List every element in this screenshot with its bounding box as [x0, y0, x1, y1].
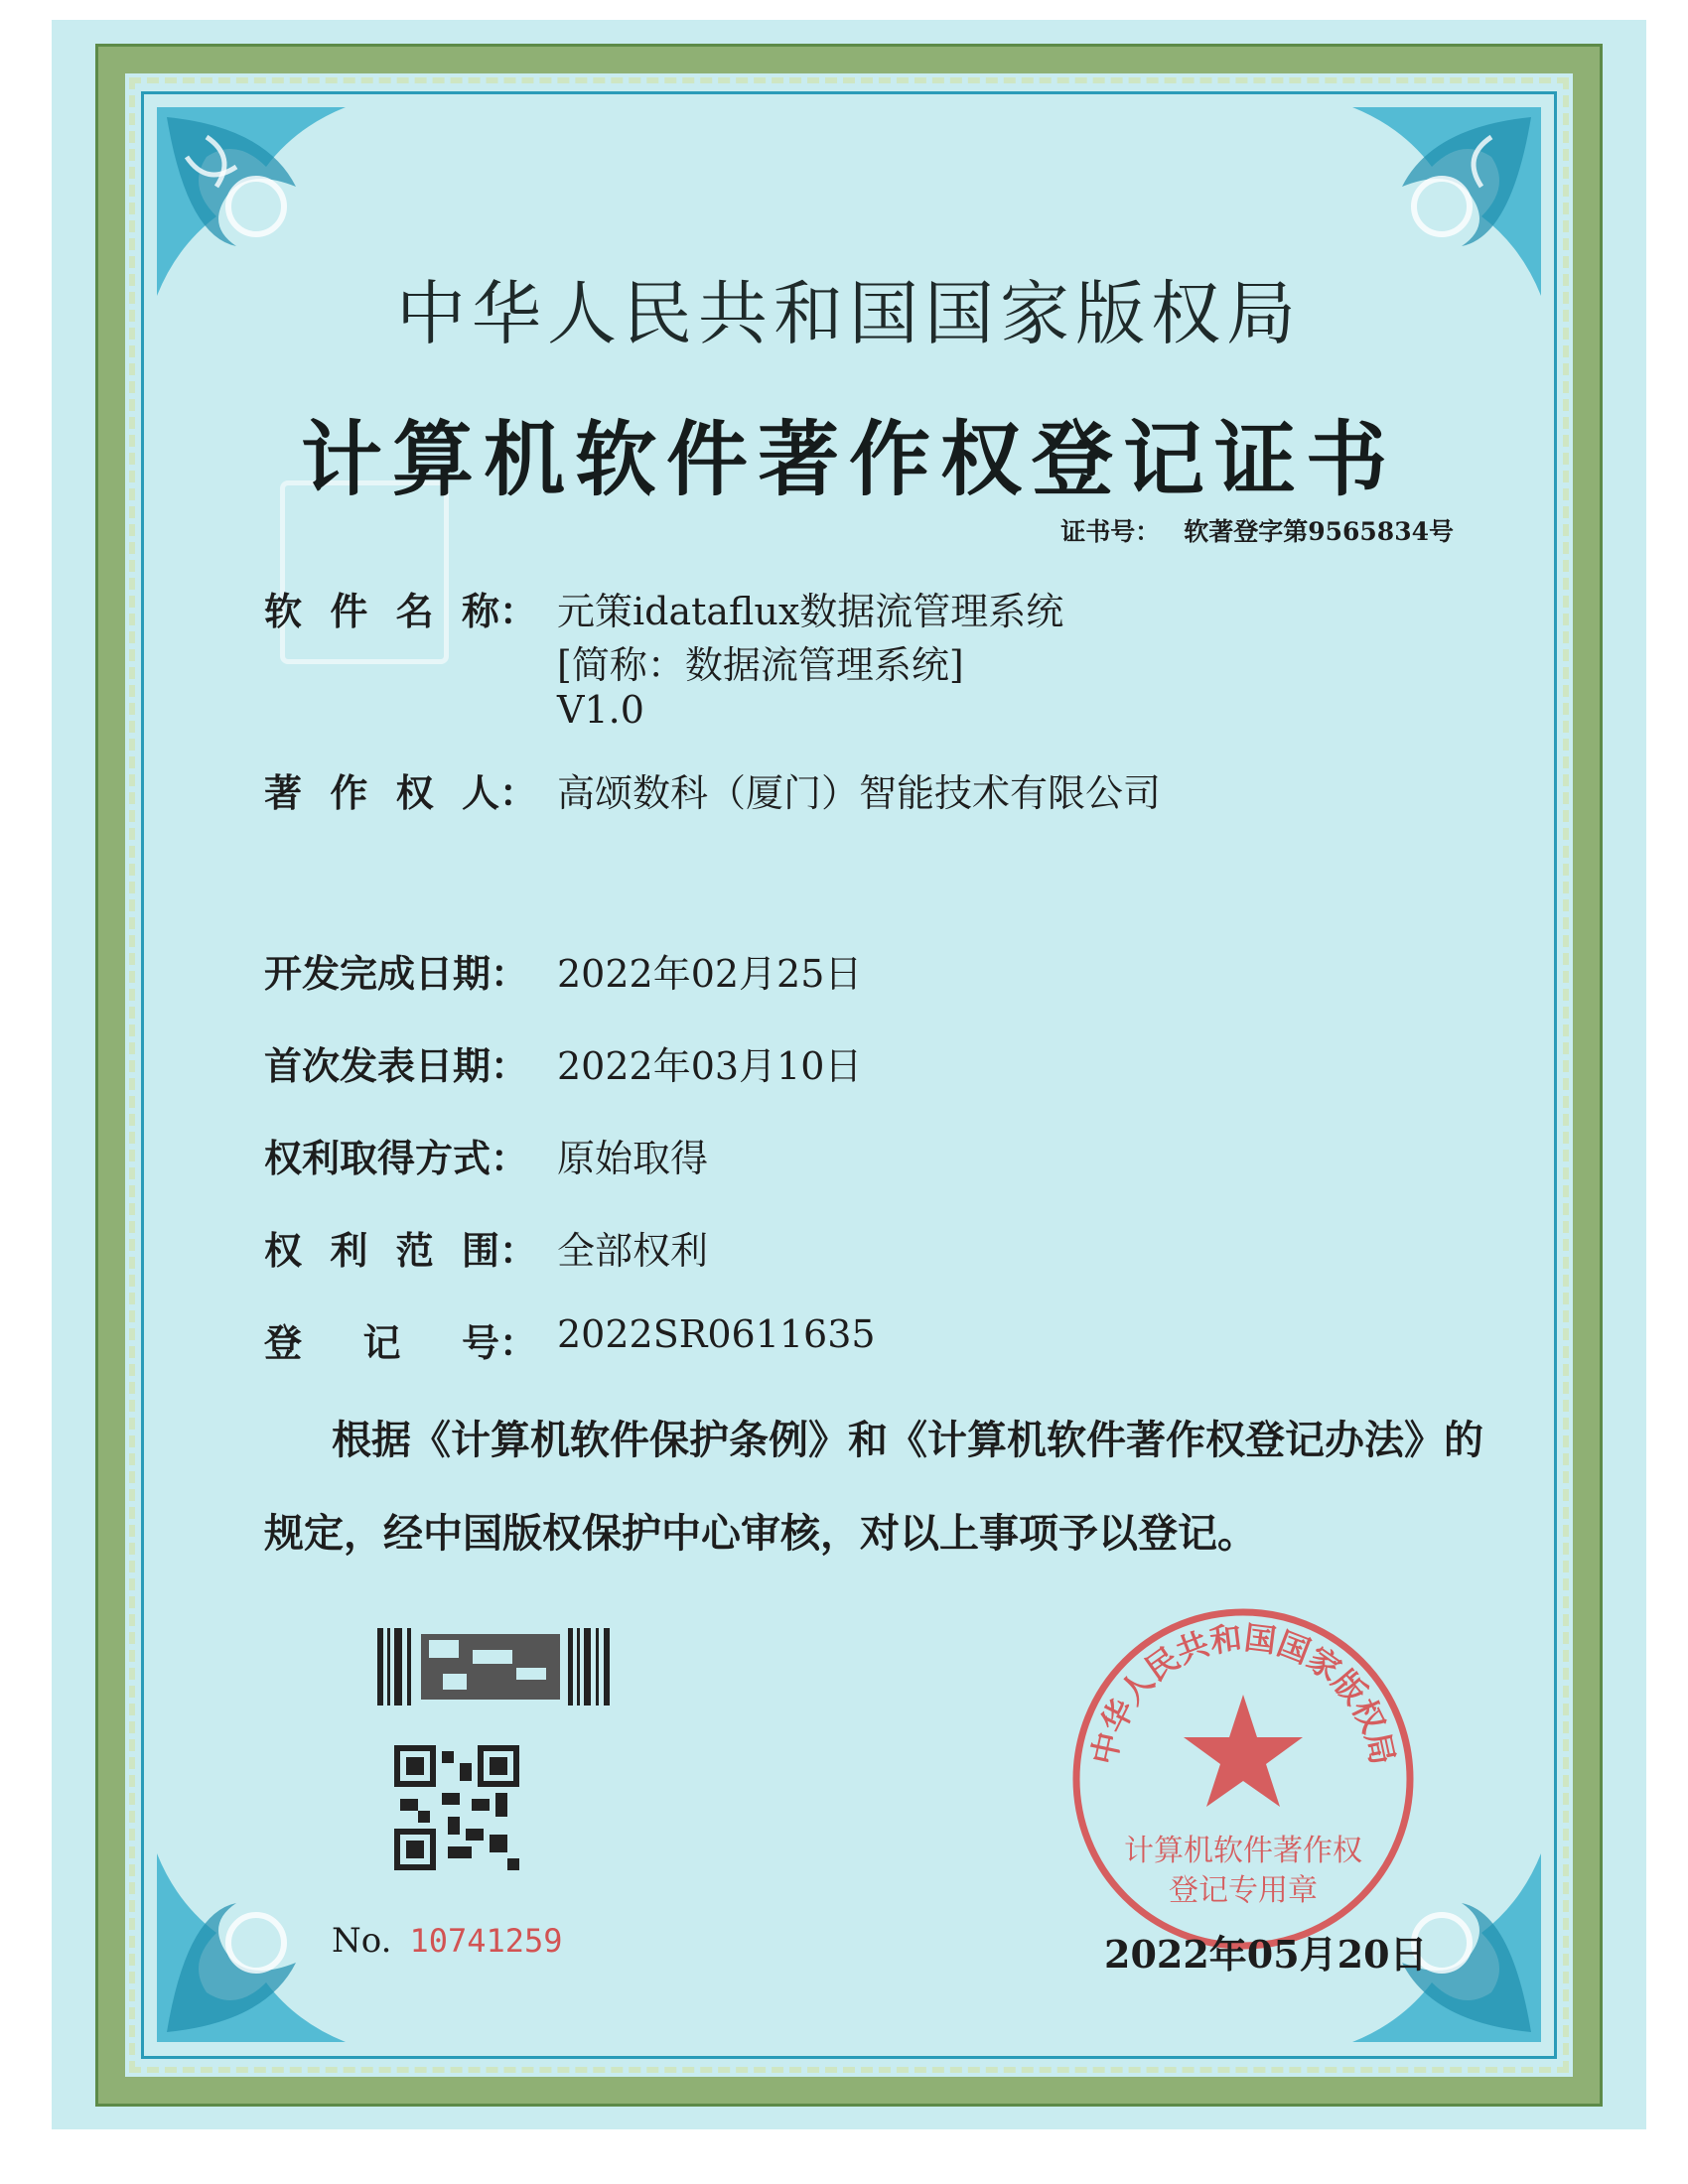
- issue-date: 2022年05月20日: [1104, 1932, 1428, 1977]
- seal-inner-line1: 计算机软件著作权: [1124, 1834, 1362, 1868]
- label-char: 记: [362, 1320, 401, 1365]
- label-char: 围：: [461, 1228, 537, 1273]
- certificate-number-label: 证书号：: [1060, 517, 1161, 546]
- field-label: 权利取得方式：: [264, 1136, 529, 1180]
- software-name-line2: [简称：数据流管理系统]: [557, 643, 964, 687]
- serial-number: [332, 1921, 563, 1961]
- label-char: 著: [264, 770, 303, 815]
- seal-outer-text: 中华人民共和国国家版权局: [1084, 1618, 1402, 1768]
- label-char: 人：: [461, 770, 537, 815]
- label-char: 称：: [461, 589, 537, 633]
- label-char: 权: [395, 770, 434, 815]
- barcode-icon: [377, 1628, 616, 1706]
- software-version: V1.0: [557, 688, 644, 732]
- certificate: [52, 20, 1646, 2129]
- first-publication-date-value: 2022年03月10日: [557, 1044, 863, 1088]
- serial-value: 10741259: [409, 1922, 563, 1960]
- label-char: 软: [264, 589, 303, 633]
- certificate-number: [1060, 512, 1454, 548]
- certificate-title: 计算机软件著作权登记证书: [300, 412, 1397, 507]
- copyright-holder-value: 高颂数科（厦门）智能技术有限公司: [557, 771, 1162, 815]
- label-char: 名: [395, 589, 434, 633]
- dev-completion-date-value: 2022年02月25日: [557, 952, 863, 996]
- field-label: 开发完成日期：: [264, 951, 529, 996]
- seal-inner-line2: 登记专用章: [1169, 1873, 1318, 1908]
- field-label: [264, 762, 537, 817]
- rights-acquisition-value: 原始取得: [557, 1137, 709, 1180]
- official-seal-icon: [1064, 1600, 1422, 1958]
- label-char: 利: [330, 1228, 368, 1273]
- field-label: [264, 581, 537, 635]
- software-name-line1: 元策idataflux数据流管理系统: [557, 590, 1064, 633]
- statement-line1: 根据《计算机软件保护条例》和《计算机软件著作权登记办法》的: [332, 1417, 1483, 1463]
- label-char: 作: [330, 770, 368, 815]
- certificate-number-value: 软著登字第9565834号: [1184, 517, 1454, 546]
- rights-scope-value: 全部权利: [557, 1229, 709, 1273]
- label-char: 范: [395, 1228, 434, 1273]
- label-char: 号：: [461, 1320, 537, 1365]
- serial-label: No.: [332, 1921, 392, 1961]
- qr-code-icon: [394, 1745, 519, 1870]
- field-label: [264, 1312, 537, 1367]
- field-label: 首次发表日期：: [264, 1043, 529, 1088]
- statement-line2: 规定，经中国版权保护中心审核，对以上事项予以登记。: [264, 1510, 1257, 1557]
- label-char: 登: [264, 1320, 303, 1365]
- registration-no-value: 2022SR0611635: [557, 1312, 876, 1356]
- issuing-authority: 中华人民共和国国家版权局: [396, 273, 1302, 354]
- label-char: 件: [330, 589, 368, 633]
- field-label: [264, 1220, 537, 1275]
- label-char: 权: [264, 1228, 303, 1273]
